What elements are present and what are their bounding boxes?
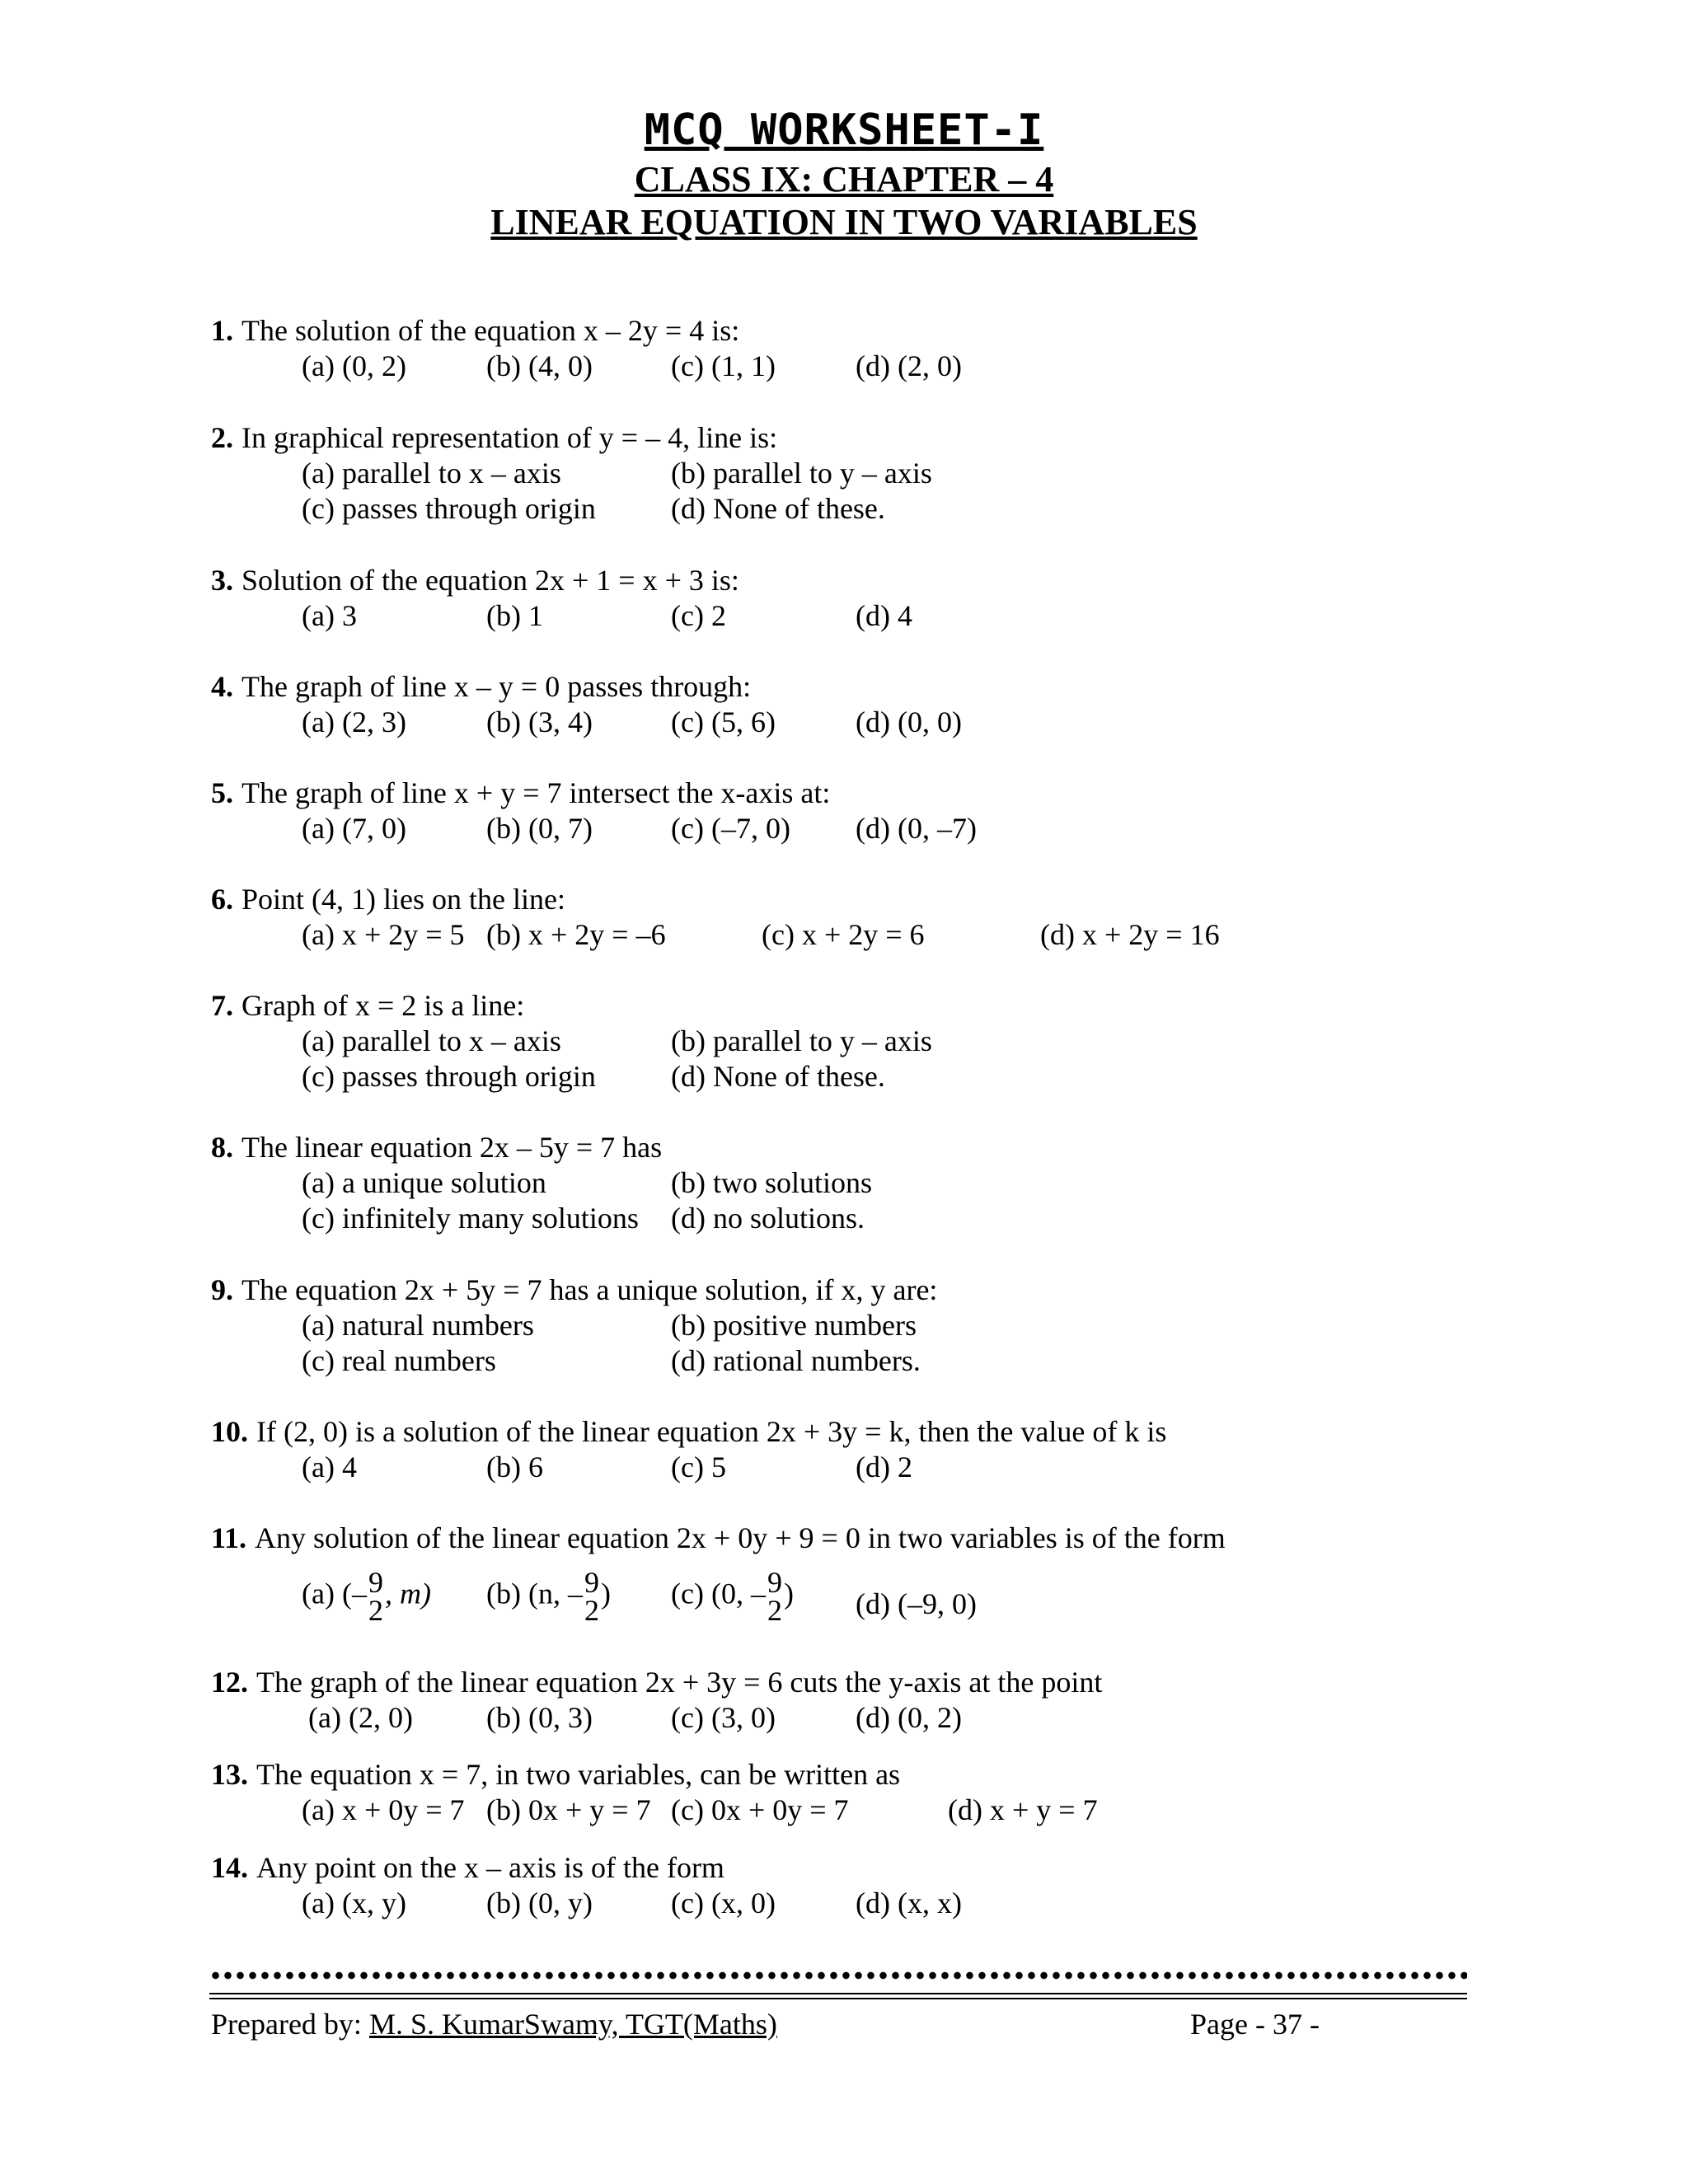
option-a[interactable]: (a) x + 2y = 5: [302, 918, 465, 951]
option-b[interactable]: (b) x + 2y = –6: [486, 918, 666, 951]
fraction: [584, 1566, 599, 1627]
option-b[interactable]: (b) positive numbers: [671, 1309, 917, 1342]
question-6: [211, 882, 565, 917]
option-b[interactable]: (b) 6: [486, 1451, 543, 1483]
option-d[interactable]: (d) no solutions.: [671, 1202, 865, 1235]
question-text: The equation 2x + 5y = 7 has a unique solution, if x, y are:: [241, 1273, 938, 1306]
option-b[interactable]: (b) two solutions: [671, 1166, 873, 1199]
question-14: [211, 1850, 724, 1886]
option-c[interactable]: (c) (3, 0): [671, 1701, 776, 1734]
question-number: 10.: [211, 1415, 248, 1448]
numerator: 9: [584, 1566, 599, 1599]
question-number: 13.: [211, 1758, 248, 1791]
option-c[interactable]: (c) (1, 1): [671, 349, 776, 382]
option-a[interactable]: (a) parallel to x – axis: [302, 1024, 561, 1057]
option-b[interactable]: [486, 1566, 611, 1627]
question-3: [211, 563, 739, 598]
prepared-label: Prepared by:: [211, 2008, 369, 2041]
option-a[interactable]: (a) a unique solution: [302, 1166, 546, 1199]
option-a[interactable]: (a) x + 0y = 7: [302, 1793, 465, 1826]
option-a[interactable]: (a) natural numbers: [302, 1309, 534, 1342]
option-d[interactable]: (d) x + 2y = 16: [1040, 918, 1220, 951]
question-7: [211, 988, 524, 1024]
question-number: 1.: [211, 314, 233, 347]
question-number: 3.: [211, 564, 233, 597]
option-a[interactable]: (a) parallel to x – axis: [302, 457, 561, 490]
option-b[interactable]: (b) (0, 7): [486, 812, 593, 845]
footer-rule-top: [209, 1993, 1467, 1994]
option-b[interactable]: (b) (0, 3): [486, 1701, 593, 1734]
option-b[interactable]: (b) 0x + y = 7: [486, 1793, 651, 1826]
option-d[interactable]: (d) (0, –7): [856, 812, 977, 845]
option-a[interactable]: (a) (2, 3): [302, 705, 406, 738]
option-d[interactable]: (d) (x, x): [856, 1886, 962, 1919]
question-number: 11.: [211, 1521, 247, 1554]
option-b[interactable]: (b) parallel to y – axis: [671, 457, 932, 490]
denominator: 2: [584, 1594, 599, 1627]
option-c[interactable]: (c) infinitely many solutions: [302, 1202, 639, 1235]
question-text: In graphical representation of y = – 4, line is:: [241, 421, 778, 454]
option-b[interactable]: (b) (3, 4): [486, 705, 593, 738]
question-text: Any point on the x – axis is of the form: [256, 1851, 724, 1884]
question-12: [211, 1665, 1102, 1700]
numerator: 9: [767, 1566, 782, 1599]
option-d[interactable]: (d) rational numbers.: [671, 1344, 921, 1377]
option-d[interactable]: (d) 2: [856, 1451, 912, 1483]
option-c[interactable]: (c) (x, 0): [671, 1886, 776, 1919]
option-suffix: ): [600, 1577, 611, 1610]
footer-rule-bottom: [209, 1998, 1467, 1999]
fraction: [767, 1566, 782, 1627]
option-c[interactable]: (c) x + 2y = 6: [762, 918, 925, 951]
option-a[interactable]: (a) (2, 0): [308, 1701, 413, 1734]
option-d[interactable]: (d) (–9, 0): [856, 1587, 977, 1620]
question-number: 6.: [211, 883, 233, 916]
question-9: [211, 1272, 937, 1308]
question-text: The linear equation 2x – 5y = 7 has: [241, 1131, 663, 1164]
denominator: 2: [767, 1594, 782, 1627]
question-1: [211, 313, 739, 349]
option-b[interactable]: (b) 1: [486, 599, 543, 632]
question-4: [211, 669, 751, 705]
page-number: Page - 37 -: [1190, 2008, 1320, 2041]
option-a[interactable]: [302, 1566, 431, 1627]
class-chapter-heading: CLASS IX: CHAPTER – 4: [634, 159, 1054, 199]
option-a[interactable]: (a) 3: [302, 599, 357, 632]
option-c[interactable]: (c) 5: [671, 1451, 726, 1483]
question-text: If (2, 0) is a solution of the linear equation 2x + 3y = k, then the value of k is: [256, 1415, 1167, 1448]
option-c[interactable]: (c) real numbers: [302, 1344, 496, 1377]
option-d[interactable]: (d) (0, 0): [856, 705, 962, 738]
option-a[interactable]: (a) (0, 2): [302, 349, 406, 382]
fraction: [368, 1566, 383, 1627]
question-text: Point (4, 1) lies on the line:: [241, 883, 565, 916]
question-text: The graph of line x + y = 7 intersect the x-axis at:: [241, 776, 831, 809]
question-number: 9.: [211, 1273, 233, 1306]
option-c[interactable]: [671, 1566, 794, 1627]
option-d[interactable]: (d) None of these.: [671, 1060, 885, 1093]
numerator: 9: [368, 1566, 383, 1599]
option-suffix: , m): [384, 1577, 431, 1610]
question-8: [211, 1130, 662, 1165]
question-text: Graph of x = 2 is a line:: [241, 989, 525, 1022]
question-text: The graph of the linear equation 2x + 3y = 6 cuts the y-axis at the point: [256, 1666, 1103, 1699]
option-b[interactable]: (b) (0, y): [486, 1886, 593, 1919]
option-d[interactable]: (d) (0, 2): [856, 1701, 962, 1734]
option-d[interactable]: (d) None of these.: [671, 492, 885, 525]
option-a[interactable]: (a) (7, 0): [302, 812, 406, 845]
question-number: 8.: [211, 1131, 233, 1164]
dotted-separator: [209, 1971, 1467, 1980]
question-10: [211, 1414, 1166, 1450]
option-prefix: (c) (0, –: [671, 1577, 766, 1610]
question-number: 2.: [211, 421, 233, 454]
option-b[interactable]: (b) (4, 0): [486, 349, 593, 382]
question-11: [211, 1521, 1226, 1556]
option-a[interactable]: (a) (x, y): [302, 1886, 406, 1919]
question-5: [211, 776, 830, 811]
option-prefix: (a) (–: [302, 1577, 367, 1610]
question-number: 5.: [211, 776, 233, 809]
worksheet-title: MCQ WORKSHEET-I: [644, 105, 1044, 155]
chapter-title: LINEAR EQUATION IN TWO VARIABLES: [490, 202, 1198, 242]
question-13: [211, 1757, 900, 1793]
denominator: 2: [368, 1594, 383, 1627]
footer-prepared-by: [211, 2007, 777, 2041]
option-d[interactable]: (d) (2, 0): [856, 349, 962, 382]
question-2: [211, 420, 777, 456]
question-number: 7.: [211, 989, 233, 1022]
option-suffix: ): [783, 1577, 794, 1610]
question-number: 12.: [211, 1666, 248, 1699]
option-c[interactable]: (c) passes through origin: [302, 492, 596, 525]
option-c[interactable]: (c) (5, 6): [671, 705, 776, 738]
option-d[interactable]: (d) 4: [856, 599, 912, 632]
question-number: 14.: [211, 1851, 248, 1884]
option-c[interactable]: (c) 2: [671, 599, 726, 632]
question-text: Any solution of the linear equation 2x + 0y + 9 = 0 in two variables is of the form: [255, 1521, 1226, 1554]
option-prefix: (b) (n, –: [486, 1577, 583, 1610]
author-name: M. S. KumarSwamy, TGT(Maths): [368, 2008, 777, 2041]
question-text: The equation x = 7, in two variables, can be written as: [256, 1758, 901, 1791]
option-c[interactable]: (c) passes through origin: [302, 1060, 596, 1093]
option-d[interactable]: (d) x + y = 7: [948, 1793, 1098, 1826]
question-number: 4.: [211, 670, 233, 703]
question-text: The graph of line x – y = 0 passes through:: [241, 670, 752, 703]
option-b[interactable]: (b) parallel to y – axis: [671, 1024, 932, 1057]
question-text: The solution of the equation x – 2y = 4 is:: [241, 314, 740, 347]
option-a[interactable]: (a) 4: [302, 1451, 357, 1483]
option-c[interactable]: (c) (–7, 0): [671, 812, 790, 845]
question-text: Solution of the equation 2x + 1 = x + 3 is:: [241, 564, 739, 597]
option-c[interactable]: (c) 0x + 0y = 7: [671, 1793, 849, 1826]
